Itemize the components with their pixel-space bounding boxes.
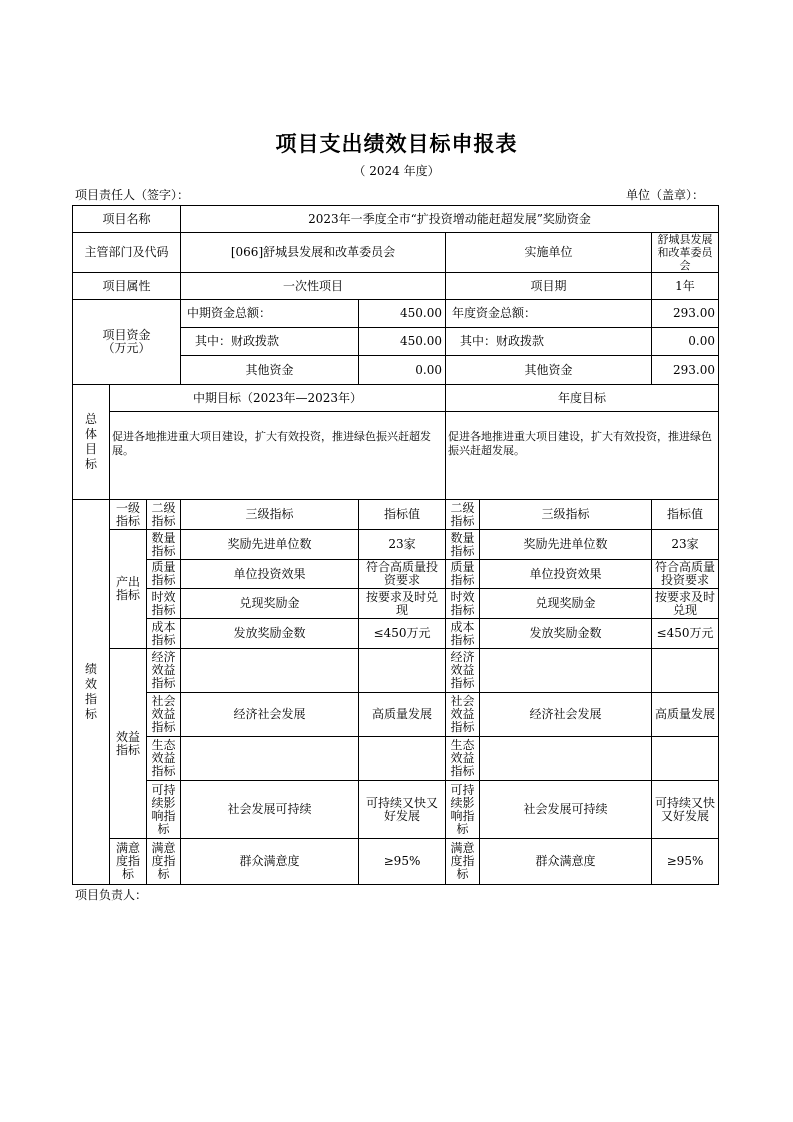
level3-header: 三级指标 bbox=[181, 500, 359, 530]
year-other-label: 其他资金 bbox=[446, 356, 652, 385]
level3-cell bbox=[181, 649, 359, 693]
value-cell bbox=[359, 649, 446, 693]
table-row bbox=[73, 839, 719, 885]
mid-goal-text: 促进各地推进重大项目建设，扩大有效投资，推进绿色振兴赶超发展。 bbox=[110, 412, 446, 500]
value-cell-year: 符合高质量投资要求 bbox=[652, 560, 719, 589]
project-leader-label: 项目负责人： bbox=[75, 888, 148, 902]
year-total-value: 293.00 bbox=[652, 300, 719, 328]
mid-other-value: 0.00 bbox=[359, 356, 446, 385]
value-cell-year: 可持续又快又好发展 bbox=[652, 781, 719, 839]
project-name-value: 2023年一季度全市“扩投资增动能赶超发展”奖励资金 bbox=[181, 206, 719, 233]
level3-header-year: 三级指标 bbox=[480, 500, 652, 530]
level2-cell: 质量指标 bbox=[147, 560, 181, 589]
level2-cell-year: 成本指标 bbox=[446, 619, 480, 649]
level2-header: 二级指标 bbox=[147, 500, 181, 530]
performance-form-table bbox=[72, 205, 719, 885]
period-value: 1年 bbox=[652, 273, 719, 300]
level2-cell: 经济效益指标 bbox=[147, 649, 181, 693]
page-title: 项目支出绩效目标申报表 bbox=[275, 131, 518, 156]
level2-cell: 数量指标 bbox=[147, 530, 181, 560]
satisfaction-indicator-label: 满意度指标 bbox=[110, 839, 147, 885]
level3-cell-year: 发放奖励金数 bbox=[480, 619, 652, 649]
level2-cell: 满意度指标 bbox=[147, 839, 181, 885]
value-cell-year bbox=[652, 737, 719, 781]
table-row bbox=[73, 781, 719, 839]
table-row bbox=[73, 693, 719, 737]
level1-header: 一级指标 bbox=[110, 500, 147, 530]
mid-total-label: 中期资金总额： bbox=[181, 300, 359, 328]
mid-other-label: 其他资金 bbox=[181, 356, 359, 385]
project-name-label: 项目名称 bbox=[73, 206, 181, 233]
value-header-year: 指标值 bbox=[652, 500, 719, 530]
year-fin-label: 其中：财政拨款 bbox=[446, 328, 652, 356]
level2-cell-year: 可持续影响指标 bbox=[446, 781, 480, 839]
responsible-signature-label: 项目责任人（签字）： bbox=[75, 188, 190, 202]
perf-indicator-label: 绩效指标 bbox=[73, 500, 110, 885]
value-cell: 符合高质量投资要求 bbox=[359, 560, 446, 589]
project-name-row bbox=[73, 206, 719, 233]
table-row bbox=[73, 589, 719, 619]
value-cell-year: ≤450万元 bbox=[652, 619, 719, 649]
mid-goal-header: 中期目标（2023年—2023年） bbox=[110, 385, 446, 412]
level3-cell-year: 社会发展可持续 bbox=[480, 781, 652, 839]
level3-cell: 发放奖励金数 bbox=[181, 619, 359, 649]
level2-header-year: 二级指标 bbox=[446, 500, 480, 530]
period-label: 项目期 bbox=[446, 273, 652, 300]
value-cell-year: 高质量发展 bbox=[652, 693, 719, 737]
table-row bbox=[73, 560, 719, 589]
level3-cell: 群众满意度 bbox=[181, 839, 359, 885]
dept-value: [066]舒城县发展和改革委员会 bbox=[181, 233, 446, 273]
overall-goal-label: 总体目标 bbox=[73, 385, 110, 500]
level3-cell-year: 兑现奖励金 bbox=[480, 589, 652, 619]
value-header: 指标值 bbox=[359, 500, 446, 530]
value-cell: ≥95% bbox=[359, 839, 446, 885]
level3-cell: 社会发展可持续 bbox=[181, 781, 359, 839]
table-row bbox=[73, 530, 719, 560]
attr-value: 一次性项目 bbox=[181, 273, 446, 300]
level2-cell: 生态效益指标 bbox=[147, 737, 181, 781]
year-line: （ 2024 年度） bbox=[353, 164, 440, 178]
value-cell: 高质量发展 bbox=[359, 693, 446, 737]
unit-seal-label: 单位（盖章）： bbox=[626, 188, 705, 202]
level3-cell-year bbox=[480, 649, 652, 693]
year-goal-header: 年度目标 bbox=[446, 385, 719, 412]
value-cell-year bbox=[652, 649, 719, 693]
level3-cell-year: 经济社会发展 bbox=[480, 693, 652, 737]
level3-cell: 单位投资效果 bbox=[181, 560, 359, 589]
level2-cell-year: 满意度指标 bbox=[446, 839, 480, 885]
value-cell: ≤450万元 bbox=[359, 619, 446, 649]
impl-unit-value: 舒城县发展和改革委员会 bbox=[652, 233, 719, 273]
mid-total-value: 450.00 bbox=[359, 300, 446, 328]
level3-cell: 奖励先进单位数 bbox=[181, 530, 359, 560]
dept-label: 主管部门及代码 bbox=[73, 233, 181, 273]
value-cell: 23家 bbox=[359, 530, 446, 560]
level2-cell: 时效指标 bbox=[147, 589, 181, 619]
funds-label: 项目资金（万元） bbox=[73, 300, 181, 385]
level2-cell-year: 社会效益指标 bbox=[446, 693, 480, 737]
level3-cell-year: 群众满意度 bbox=[480, 839, 652, 885]
year-other-value: 293.00 bbox=[652, 356, 719, 385]
level2-cell-year: 质量指标 bbox=[446, 560, 480, 589]
table-row bbox=[73, 649, 719, 693]
mid-fin-label: 其中：财政拨款 bbox=[181, 328, 359, 356]
value-cell-year: ≥95% bbox=[652, 839, 719, 885]
level3-cell: 经济社会发展 bbox=[181, 693, 359, 737]
value-cell-year: 按要求及时兑现 bbox=[652, 589, 719, 619]
output-indicator-label: 产出指标 bbox=[110, 530, 147, 649]
level3-cell-year: 单位投资效果 bbox=[480, 560, 652, 589]
dept-row bbox=[73, 233, 719, 273]
perf-header-row bbox=[73, 500, 719, 530]
funds-total-row bbox=[73, 300, 719, 328]
level3-cell bbox=[181, 737, 359, 781]
attr-label: 项目属性 bbox=[73, 273, 181, 300]
value-cell-year: 23家 bbox=[652, 530, 719, 560]
level3-cell-year bbox=[480, 737, 652, 781]
value-cell: 可持续又快又好发展 bbox=[359, 781, 446, 839]
level2-cell-year: 生态效益指标 bbox=[446, 737, 480, 781]
attr-row bbox=[73, 273, 719, 300]
benefit-indicator-label: 效益指标 bbox=[110, 649, 147, 839]
year-goal-text: 促进各地推进重大项目建设，扩大有效投资，推进绿色振兴赶超发展。 bbox=[446, 412, 719, 500]
impl-unit-label: 实施单位 bbox=[446, 233, 652, 273]
level3-cell: 兑现奖励金 bbox=[181, 589, 359, 619]
mid-fin-value: 450.00 bbox=[359, 328, 446, 356]
year-total-label: 年度资金总额： bbox=[446, 300, 652, 328]
overall-header-row bbox=[73, 385, 719, 412]
value-cell: 按要求及时兑现 bbox=[359, 589, 446, 619]
year-fin-value: 0.00 bbox=[652, 328, 719, 356]
value-cell bbox=[359, 737, 446, 781]
level2-cell-year: 时效指标 bbox=[446, 589, 480, 619]
level2-cell-year: 数量指标 bbox=[446, 530, 480, 560]
level2-cell: 社会效益指标 bbox=[147, 693, 181, 737]
level2-cell-year: 经济效益指标 bbox=[446, 649, 480, 693]
overall-text-row bbox=[73, 412, 719, 500]
level3-cell-year: 奖励先进单位数 bbox=[480, 530, 652, 560]
table-row bbox=[73, 737, 719, 781]
level2-cell: 成本指标 bbox=[147, 619, 181, 649]
table-row bbox=[73, 619, 719, 649]
level2-cell: 可持续影响指标 bbox=[147, 781, 181, 839]
